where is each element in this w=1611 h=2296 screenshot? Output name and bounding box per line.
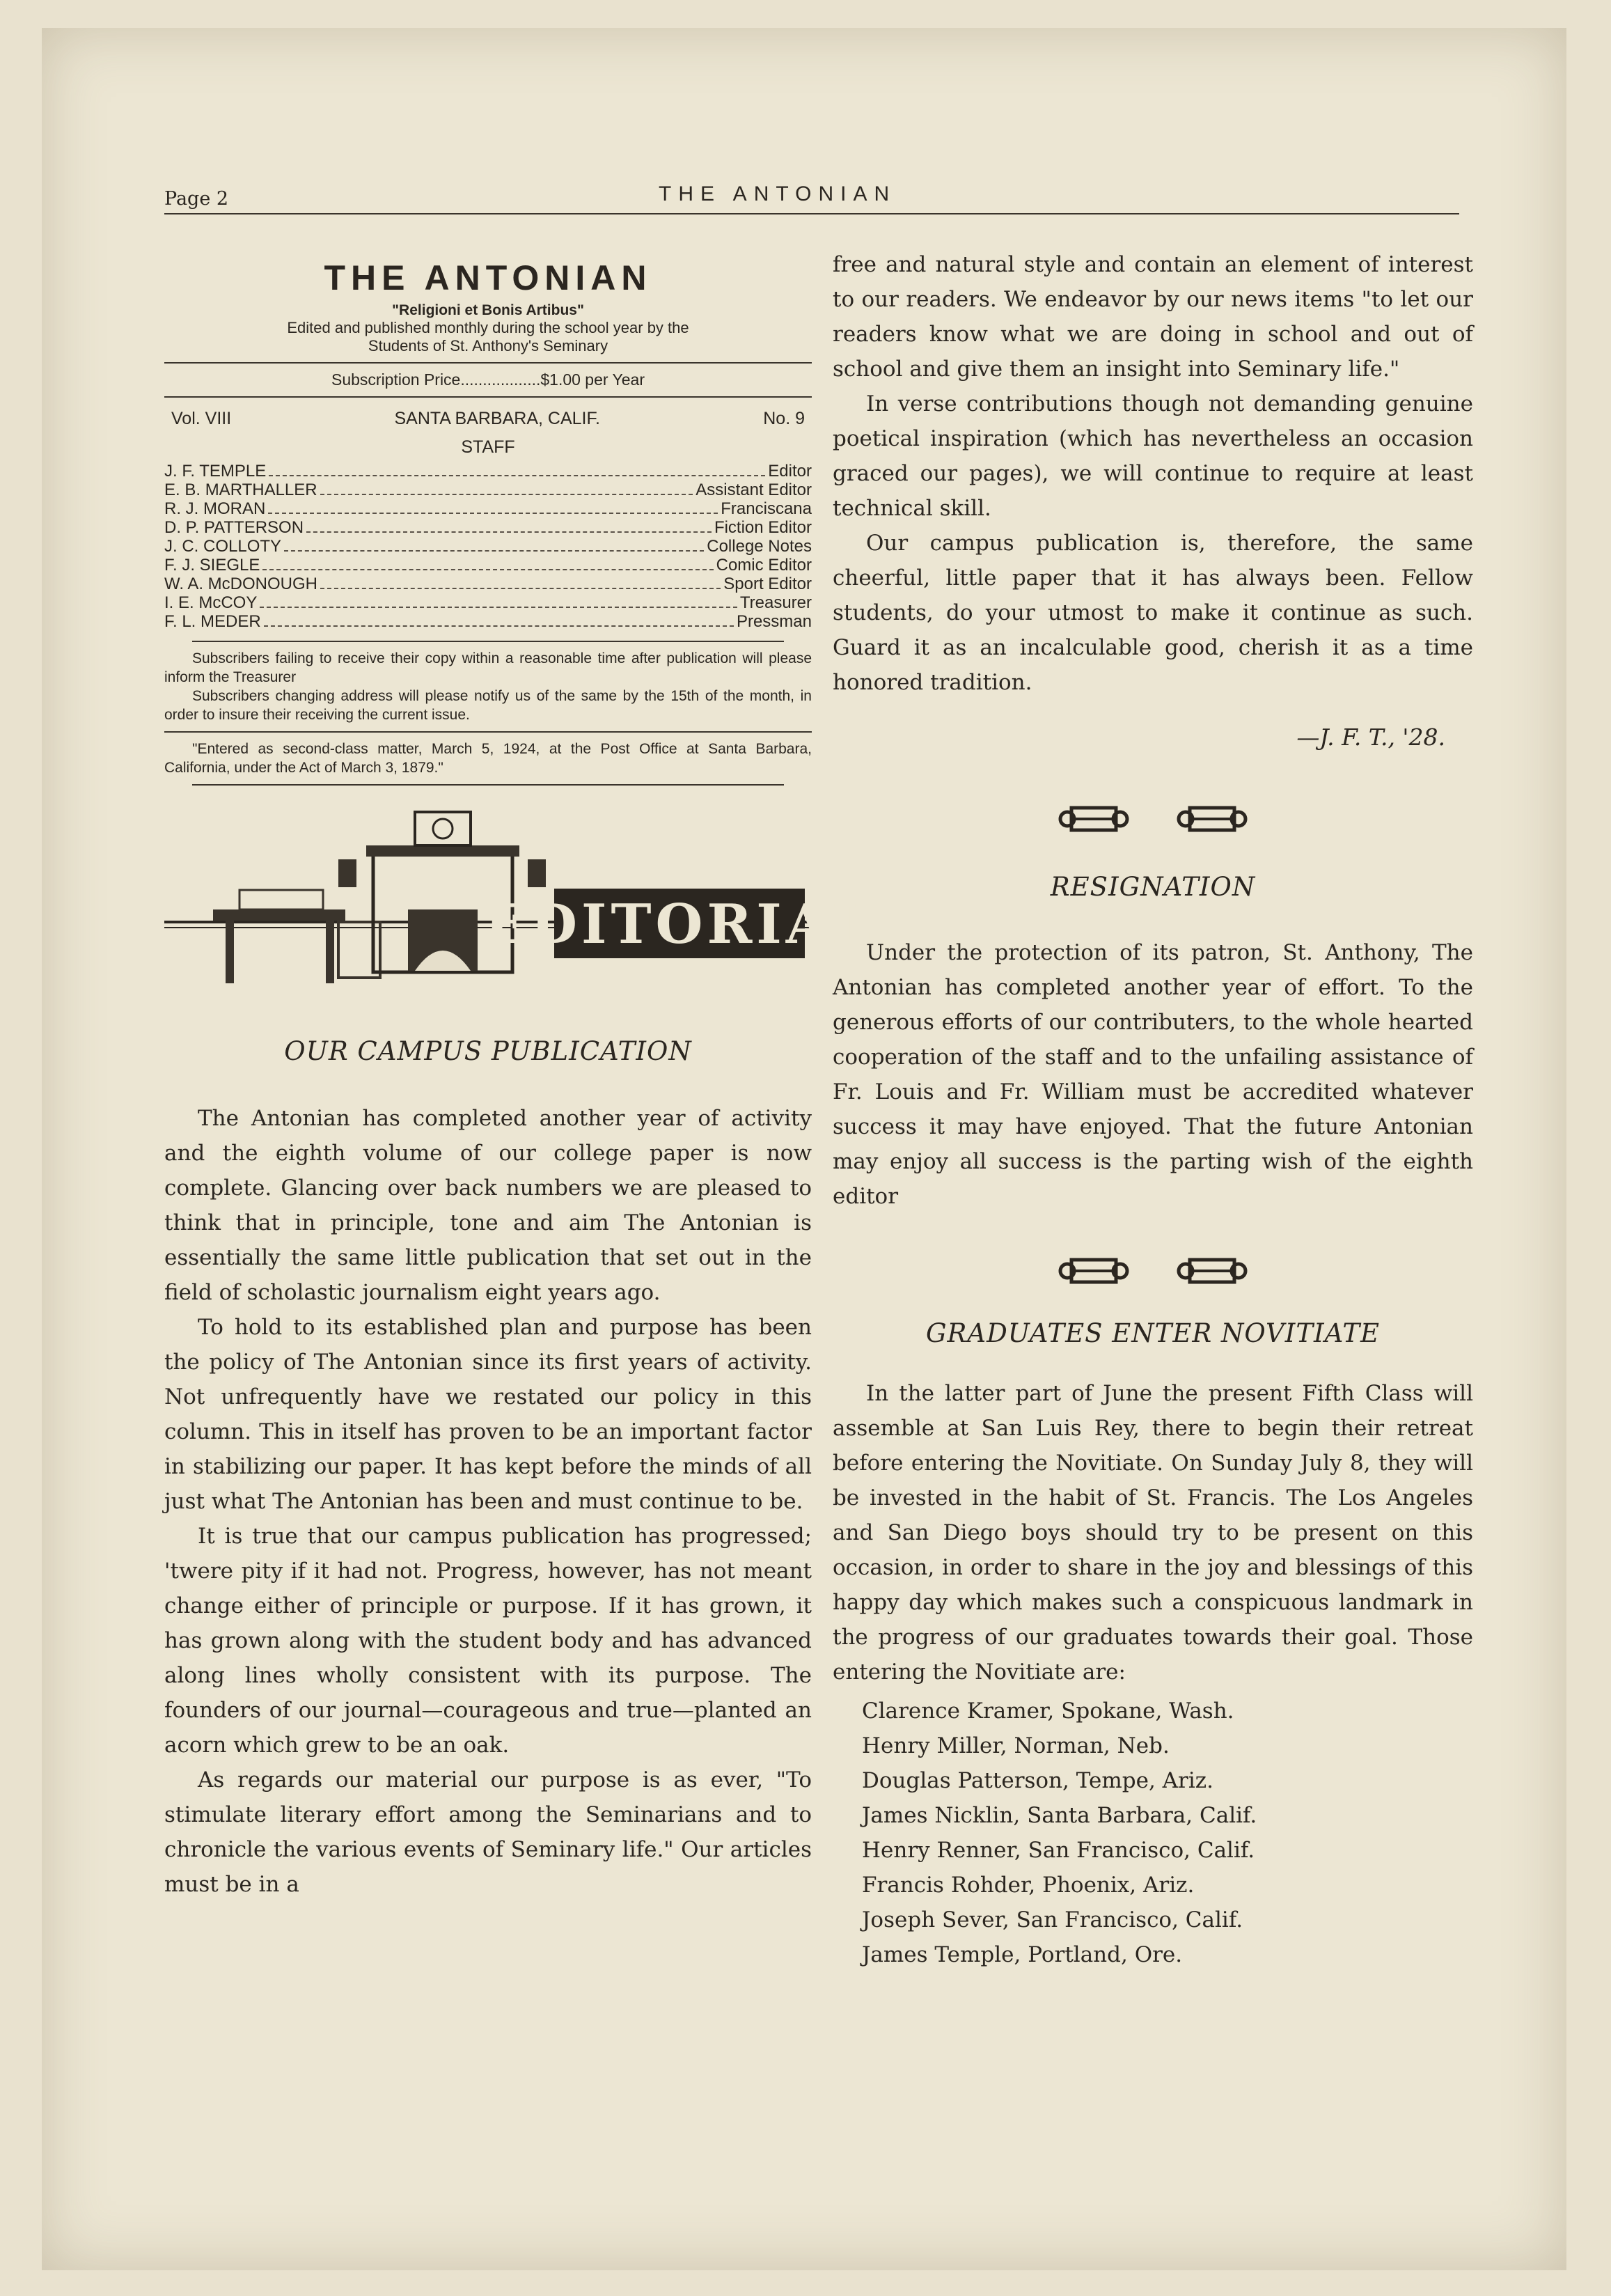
paragraph: Under the protection of its patron, St. Anthony, The Antonian has completed another year of effort. To the generous efforts of our contributers, to the whole hearted cooperation of the staff and to the unfailing assistance of Fr. Louis and Fr. William must be accredited whatever success it may have enjoyed. That the future Antonian may enjoy all success is the parting wish of the eighth editor	[833, 940, 1473, 1209]
graduate-item: Joseph Sever, San Francisco, Calif.	[862, 1907, 1243, 1932]
staff-role: Editor	[768, 462, 812, 481]
banner-text: EDITORIAL	[484, 893, 875, 956]
article-heading: GRADUATES ENTER NOVITIATE	[925, 1318, 1381, 1348]
signature: —J. F. T., '28.	[1296, 724, 1445, 751]
graduates-list	[862, 1694, 1473, 1972]
graduate-item: James Nicklin, Santa Barbara, Calif.	[862, 1803, 1257, 1828]
staff-list	[164, 462, 812, 631]
volume: Vol. VIII	[171, 409, 232, 428]
graduate-item: Douglas Patterson, Tempe, Ariz.	[862, 1768, 1213, 1793]
paragraph: It is true that our campus publication has progressed; 'twere pity if it had not. Progress, however, has not meant change either of principle or purpose. If it has grown, it has grown along with the student body and has advanced along lines wholly consistent with its purpose. The founders of our journal—courageous and true—planted an acorn which grew to be an oak.	[164, 1524, 812, 1758]
graduate-item: Francis Rohder, Phoenix, Ariz.	[862, 1873, 1195, 1898]
divider	[164, 731, 812, 733]
leader-dots	[320, 494, 693, 495]
staff-name: F. L. MEDER	[164, 612, 261, 631]
paragraph: Our campus publication is, therefore, the same cheerful, little paper that it has always been. Fellow students, do your utmost to make it continue as such. Guard it as an incalculable good, cherish it as a time honored tradition.	[833, 531, 1473, 695]
staff-name: E. B. MARTHALLER	[164, 481, 317, 499]
graduate-item: Henry Miller, Norman, Neb.	[862, 1733, 1170, 1758]
staff-name: W. A. McDONOUGH	[164, 575, 318, 593]
paragraph: In the latter part of June the present Fifth Class will assemble at San Luis Rey, there to begin their retreat before entering the Novitiate. On Sunday July 8, they will be invested in the habit of St. Francis. The Los Angeles and San Diego boys should try to be present on this occasion, in order to share in the joy and blessings of this happy day which makes such a conspicuous landmark in the progress of our graduates towards their goal. Those entering the Novitiate are:	[833, 1381, 1473, 1685]
staff-row	[164, 575, 812, 593]
staff-role: College Notes	[707, 537, 812, 556]
masthead	[164, 258, 812, 786]
head-rule	[164, 213, 1459, 214]
staff-role: Pressman	[736, 612, 812, 631]
staff-name: I. E. McCOY	[164, 593, 258, 612]
paragraph: The Antonian has completed another year of activity and the eighth volume of our college paper is now complete. Glancing over back numbers we are pleased to think that in principle, tone and aim The Antonian is essentially the same little publication that set out in the field of scholastic journalism eight years ago.	[164, 1106, 812, 1305]
article-resignation	[833, 872, 1473, 1214]
article-heading: RESIGNATION	[1050, 872, 1256, 902]
volume-row	[164, 409, 812, 429]
masthead-line: Students of St. Anthony's Seminary	[368, 337, 608, 354]
left-column	[164, 230, 875, 1902]
ornament	[833, 1251, 1473, 1290]
staff-role: Comic Editor	[716, 556, 812, 575]
masthead-line: Edited and published monthly during the school year by the	[287, 319, 689, 336]
staff-name: F. J. SIEGLE	[164, 556, 260, 575]
place: SANTA BARBARA, CALIF.	[394, 409, 600, 428]
leader-dots	[306, 531, 712, 533]
divider	[192, 641, 784, 642]
staff-role: Franciscana	[721, 499, 812, 518]
article-body	[833, 935, 1473, 1214]
staff-heading: STAFF	[461, 437, 515, 457]
masthead-title: THE ANTONIAN	[324, 258, 652, 297]
staff-row	[164, 518, 812, 537]
subscription-price: Subscription Price..................$1.00 per Year	[331, 370, 645, 389]
staff-row	[164, 593, 812, 612]
article-graduates	[833, 1318, 1473, 1972]
scroll-ornament-icon	[1177, 799, 1247, 838]
divider	[164, 396, 812, 398]
staff-name: D. P. PATTERSON	[164, 518, 304, 537]
staff-role: Fiction Editor	[714, 518, 812, 537]
leader-dots	[260, 607, 737, 608]
paragraph: As regards our material our purpose is as ever, "To stimulate literary effort among the Seminarians and to chronicle the various events of Seminary life." Our articles must be in a	[164, 1767, 812, 1897]
running-head	[164, 182, 1459, 208]
staff-row	[164, 499, 812, 518]
leader-dots	[262, 569, 713, 570]
leader-dots	[264, 625, 734, 627]
staff-name: J. C. COLLOTY	[164, 537, 282, 556]
page-number: Page 2	[164, 188, 229, 210]
staff-role: Assistant Editor	[696, 481, 812, 499]
leader-dots	[268, 513, 718, 514]
staff-row	[164, 462, 812, 481]
notice-subscribers: Subscribers failing to receive their copy within a reasonable time after publication will please inform the Treasurer	[164, 650, 812, 685]
entry-notice: "Entered as second-class matter, March 5, 1924, at the Post Office at Santa Barbara, California, under the Act of March 3, 1879."	[164, 741, 812, 776]
staff-row	[164, 612, 812, 631]
article-continued	[833, 247, 1473, 700]
leader-dots	[269, 475, 765, 476]
running-title: THE ANTONIAN	[659, 182, 897, 205]
scroll-ornament-icon	[1177, 1251, 1247, 1290]
staff-row	[164, 537, 812, 556]
ornament	[833, 799, 1473, 838]
staff-name: R. J. MORAN	[164, 499, 266, 518]
right-column	[833, 247, 1473, 1972]
article-campus-publication	[164, 1036, 812, 1902]
leader-dots	[320, 588, 721, 589]
issue-number: No. 9	[763, 409, 805, 428]
editorial-banner	[164, 805, 875, 1028]
scroll-ornament-icon	[1059, 799, 1129, 838]
scroll-ornament-icon	[1059, 1251, 1129, 1290]
article-body	[833, 1376, 1473, 1689]
divider	[164, 362, 812, 364]
staff-role: Sport Editor	[723, 575, 812, 593]
editorial-illustration	[164, 805, 875, 1028]
paragraph: free and natural style and contain an element of interest to our readers. We endeavor by our news items "to let our readers know what we are doing in school and out of school and give them an insight into Seminary life."	[833, 252, 1473, 382]
graduate-item: Clarence Kramer, Spokane, Wash.	[862, 1698, 1234, 1724]
staff-role: Treasurer	[739, 593, 812, 612]
paragraph: In verse contributions though not demanding genuine poetical inspiration (which has nevertheless an occasion graced our pages), we will continue to require at least technical skill.	[833, 391, 1473, 521]
notice-address: Subscribers changing address will please notify us of the same by the 15th of the month, in order to insure their receiving the current issue.	[164, 688, 812, 723]
staff-row	[164, 556, 812, 575]
staff-row	[164, 481, 812, 499]
article-heading: OUR CAMPUS PUBLICATION	[284, 1036, 692, 1066]
leader-dots	[284, 550, 704, 552]
masthead-motto: "Religioni et Bonis Artibus"	[392, 302, 584, 318]
article-body	[164, 1101, 812, 1902]
divider	[192, 784, 784, 786]
staff-name: J. F. TEMPLE	[164, 462, 267, 481]
graduate-item: Henry Renner, San Francisco, Calif.	[862, 1838, 1255, 1863]
paragraph: To hold to its established plan and purpose has been the policy of The Antonian since its first years of activity. Not unfrequently have we restated our policy in this column. This in itself has proven to be an important factor in stabilizing our paper. It has kept before the minds of all just what The Antonian has been and must continue to be.	[164, 1315, 812, 1514]
graduate-item: James Temple, Portland, Ore.	[862, 1942, 1183, 1967]
